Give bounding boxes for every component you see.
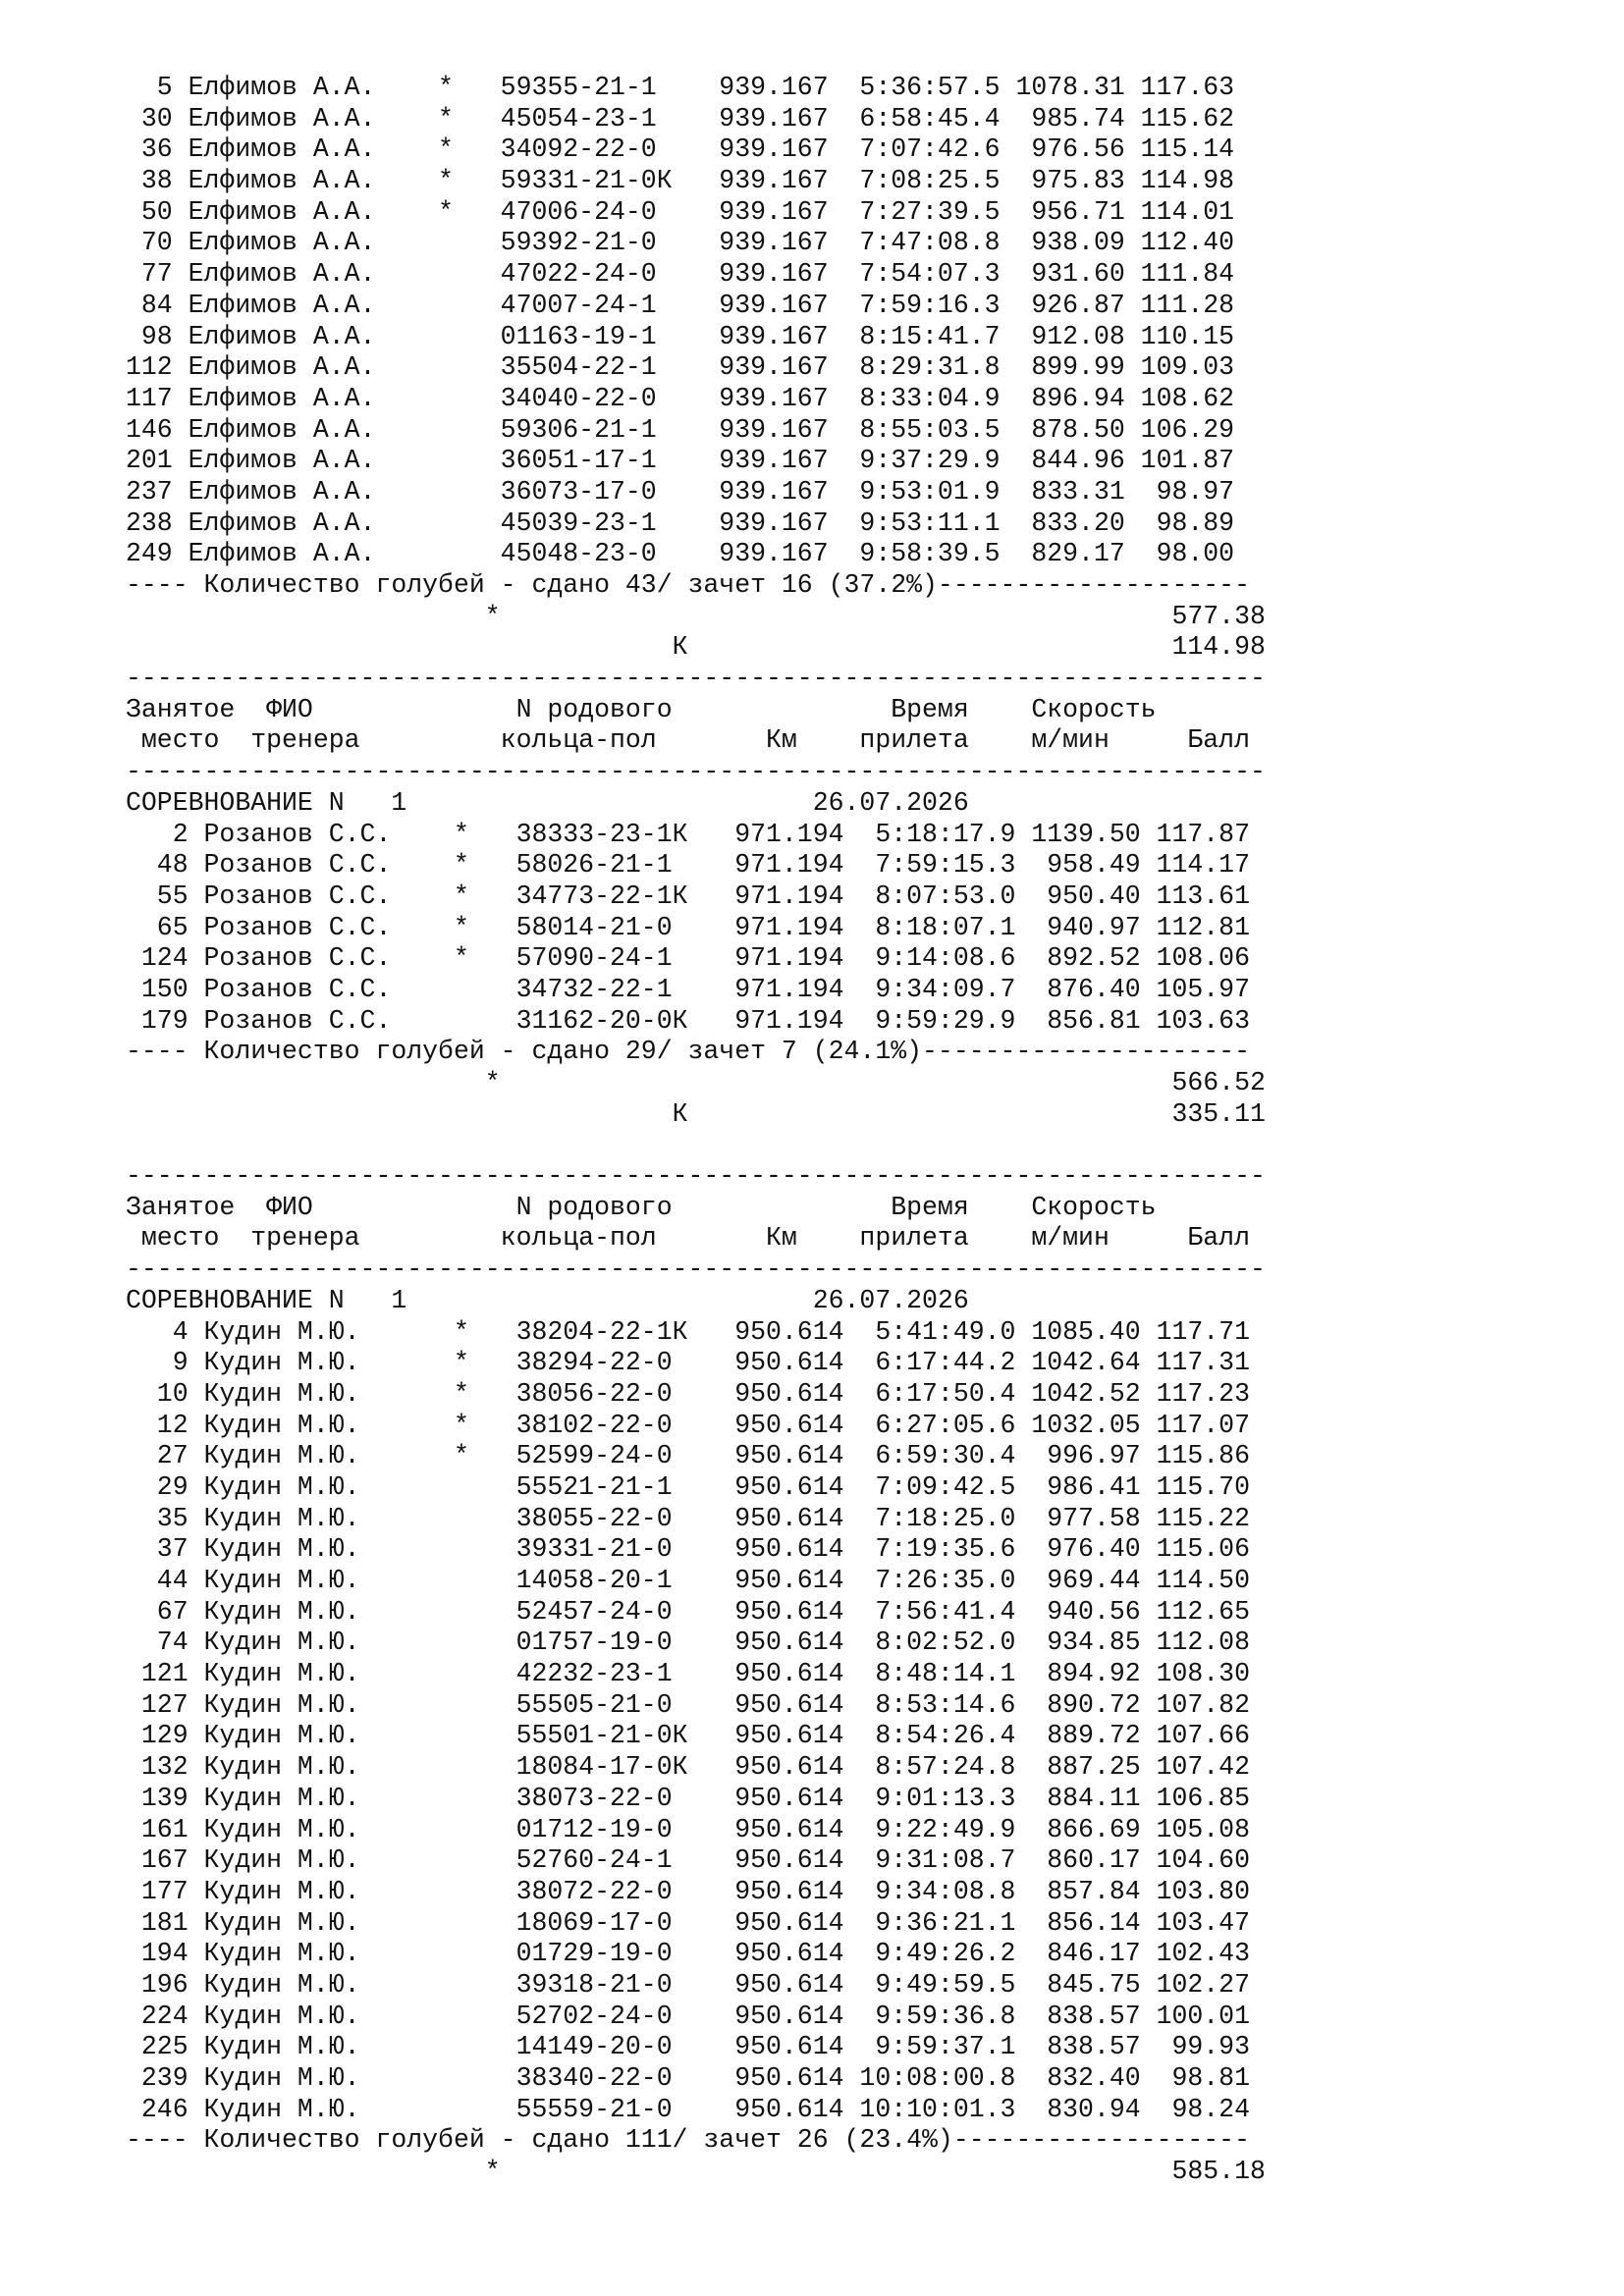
document-line: 55 Розанов С.С. * 34773-22-1К 971.194 8:07:53.0 950.40 113.61 <box>126 881 1250 911</box>
document-line: 196 Кудин М.Ю. 39318-21-0 950.614 9:49:59.5 845.75 102.27 <box>126 1969 1250 2000</box>
document-line: 117 Елфимов А.А. 34040-22-0 939.167 8:33:04.9 896.94 108.62 <box>126 383 1235 413</box>
document-line: К 114.98 <box>126 632 1266 663</box>
document-line: 194 Кудин М.Ю. 01729-19-0 950.614 9:49:26.2 846.17 102.43 <box>126 1939 1250 1969</box>
document-line: 121 Кудин М.Ю. 42232-23-1 950.614 8:48:14.1 894.92 108.30 <box>126 1659 1250 1689</box>
document-line: 146 Елфимов А.А. 59306-21-1 939.167 8:55:03.5 878.50 106.29 <box>126 414 1235 445</box>
document-line: 5 Елфимов А.А. * 59355-21-1 939.167 5:36:57.5 1078.31 117.63 <box>126 73 1235 102</box>
document-line: * 577.38 <box>126 601 1266 631</box>
document-line: 2 Розанов С.С. * 38333-23-1К 971.194 5:18:17.9 1139.50 117.87 <box>126 819 1250 849</box>
document-line: 150 Розанов С.С. 34732-22-1 971.194 9:34:09.7 876.40 105.97 <box>126 974 1250 1004</box>
document-line: ------------------------------------------------------------------------- <box>126 1161 1266 1192</box>
document-line: 181 Кудин М.Ю. 18069-17-0 950.614 9:36:21.1 856.14 103.47 <box>126 1907 1250 1938</box>
document-line: Занятое ФИО N родового Время Скорость <box>126 694 1157 724</box>
document-line: 12 Кудин М.Ю. * 38102-22-0 950.614 6:27:05.6 1032.05 117.07 <box>126 1410 1250 1440</box>
document-line: 238 Елфимов А.А. 45039-23-1 939.167 9:53:11.1 833.20 98.89 <box>126 507 1235 538</box>
document-line: 124 Розанов С.С. * 57090-24-1 971.194 9:14:08.6 892.52 108.06 <box>126 943 1250 974</box>
document-line: 237 Елфимов А.А. 36073-17-0 939.167 9:53:01.9 833.31 98.97 <box>126 476 1235 507</box>
document-line: 36 Елфимов А.А. * 34092-22-0 939.167 7:07:42.6 976.56 115.14 <box>126 134 1235 165</box>
document-line: 224 Кудин М.Ю. 52702-24-0 950.614 9:59:36.8 838.57 100.01 <box>126 2001 1250 2031</box>
document-line: 177 Кудин М.Ю. 38072-22-0 950.614 9:34:08.8 857.84 103.80 <box>126 1876 1250 1906</box>
document-line: 67 Кудин М.Ю. 52457-24-0 950.614 7:56:41.4 940.56 112.65 <box>126 1596 1250 1627</box>
document-line: 179 Розанов С.С. 31162-20-0К 971.194 9:59:29.9 856.81 103.63 <box>126 1005 1250 1036</box>
document-line: 37 Кудин М.Ю. 39331-21-0 950.614 7:19:35.6 976.40 115.06 <box>126 1534 1250 1565</box>
document-line: 44 Кудин М.Ю. 14058-20-1 950.614 7:26:35.0 969.44 114.50 <box>126 1566 1250 1595</box>
document-line: ---- Количество голубей - сдано 111/ зачет 26 (23.4%)------------------- <box>126 2125 1250 2156</box>
document-line: 35 Кудин М.Ю. 38055-22-0 950.614 7:18:25.0 977.58 115.22 <box>126 1503 1250 1533</box>
document-line: К 335.11 <box>126 1098 1266 1129</box>
document-line: 38 Елфимов А.А. * 59331-21-0К 939.167 7:08:25.5 975.83 114.98 <box>126 166 1235 196</box>
document-line: 112 Елфимов А.А. 35504-22-1 939.167 8:29:31.8 899.99 109.03 <box>126 352 1235 383</box>
document-line: 65 Розанов С.С. * 58014-21-0 971.194 8:18:07.1 940.97 112.81 <box>126 912 1250 942</box>
document-line: место тренера кольца-пол Км прилета м/мин Балл <box>126 725 1250 756</box>
document-line: 249 Елфимов А.А. 45048-23-0 939.167 9:58:39.5 829.17 98.00 <box>126 539 1235 569</box>
document-line: 10 Кудин М.Ю. * 38056-22-0 950.614 6:17:50.4 1042.52 117.23 <box>126 1378 1250 1409</box>
document-line: 129 Кудин М.Ю. 55501-21-0К 950.614 8:54:26.4 889.72 107.66 <box>126 1721 1250 1751</box>
document-line: 84 Елфимов А.А. 47007-24-1 939.167 7:59:16.3 926.87 111.28 <box>126 290 1235 320</box>
document-line: 27 Кудин М.Ю. * 52599-24-0 950.614 6:59:30.4 996.97 115.86 <box>126 1441 1250 1471</box>
document-line: * 585.18 <box>126 2157 1266 2187</box>
document-line: ---- Количество голубей - сдано 29/ зачет 7 (24.1%)--------------------- <box>126 1037 1250 1067</box>
document-line <box>126 1130 1266 1161</box>
document-line: 239 Кудин М.Ю. 38340-22-0 950.614 10:08:00.8 832.40 98.81 <box>126 2063 1250 2093</box>
document-line: ---- Количество голубей - сдано 43/ зачет 16 (37.2%)-------------------- <box>126 570 1250 600</box>
document-line: Занятое ФИО N родового Время Скорость <box>126 1192 1157 1222</box>
document-line: 77 Елфимов А.А. 47022-24-0 939.167 7:54:07.3 931.60 111.84 <box>126 259 1235 290</box>
document-line: 70 Елфимов А.А. 59392-21-0 939.167 7:47:08.8 938.09 112.40 <box>126 228 1235 258</box>
document-line: ------------------------------------------------------------------------- <box>126 1255 1266 1285</box>
document-line: 29 Кудин М.Ю. 55521-21-1 950.614 7:09:42.5 986.41 115.70 <box>126 1471 1250 1502</box>
document-line: 48 Розанов С.С. * 58026-21-1 971.194 7:59:15.3 958.49 114.17 <box>126 850 1250 881</box>
document-line: ------------------------------------------------------------------------- <box>126 757 1266 787</box>
document-line: место тренера кольца-пол Км прилета м/мин Балл <box>126 1223 1250 1254</box>
document-line: 98 Елфимов А.А. 01163-19-1 939.167 8:15:41.7 912.08 110.15 <box>126 321 1235 351</box>
document-line: 30 Елфимов А.А. * 45054-23-1 939.167 6:58:45.4 985.74 115.62 <box>126 103 1235 133</box>
document-line: 132 Кудин М.Ю. 18084-17-0К 950.614 8:57:24.8 887.25 107.42 <box>126 1752 1250 1783</box>
document-line: 161 Кудин М.Ю. 01712-19-0 950.614 9:22:49.9 866.69 105.08 <box>126 1814 1250 1844</box>
document-line: ------------------------------------------------------------------------- <box>126 664 1266 694</box>
document-line: 167 Кудин М.Ю. 52760-24-1 950.614 9:31:08.7 860.17 104.60 <box>126 1845 1250 1876</box>
document-line: 127 Кудин М.Ю. 55505-21-0 950.614 8:53:14.6 890.72 107.82 <box>126 1689 1250 1720</box>
document-line: 50 Елфимов А.А. * 47006-24-0 939.167 7:27:39.5 956.71 114.01 <box>126 196 1235 227</box>
document-line: 9 Кудин М.Ю. * 38294-22-0 950.614 6:17:44.2 1042.64 117.31 <box>126 1348 1250 1378</box>
document-line: 246 Кудин М.Ю. 55559-21-0 950.614 10:10:01.3 830.94 98.24 <box>126 2094 1250 2124</box>
document-line: 139 Кудин М.Ю. 38073-22-0 950.614 9:01:13.3 884.11 106.85 <box>126 1783 1250 1813</box>
document-line: СОРЕВНОВАНИЕ N 1 26.07.2026 <box>126 1285 969 1315</box>
document-line: 225 Кудин М.Ю. 14149-20-0 950.614 9:59:37.1 838.57 99.93 <box>126 2032 1250 2062</box>
document-line: 74 Кудин М.Ю. 01757-19-0 950.614 8:02:52.0 934.85 112.08 <box>126 1628 1250 1658</box>
document-line: 4 Кудин М.Ю. * 38204-22-1К 950.614 5:41:49.0 1085.40 117.71 <box>126 1316 1250 1347</box>
document-line: СОРЕВНОВАНИЕ N 1 26.07.2026 <box>126 787 969 818</box>
document-line: * 566.52 <box>126 1068 1266 1097</box>
document-line: 201 Елфимов А.А. 36051-17-1 939.167 9:37:29.9 844.96 101.87 <box>126 446 1235 476</box>
results-document <box>126 73 1266 2188</box>
